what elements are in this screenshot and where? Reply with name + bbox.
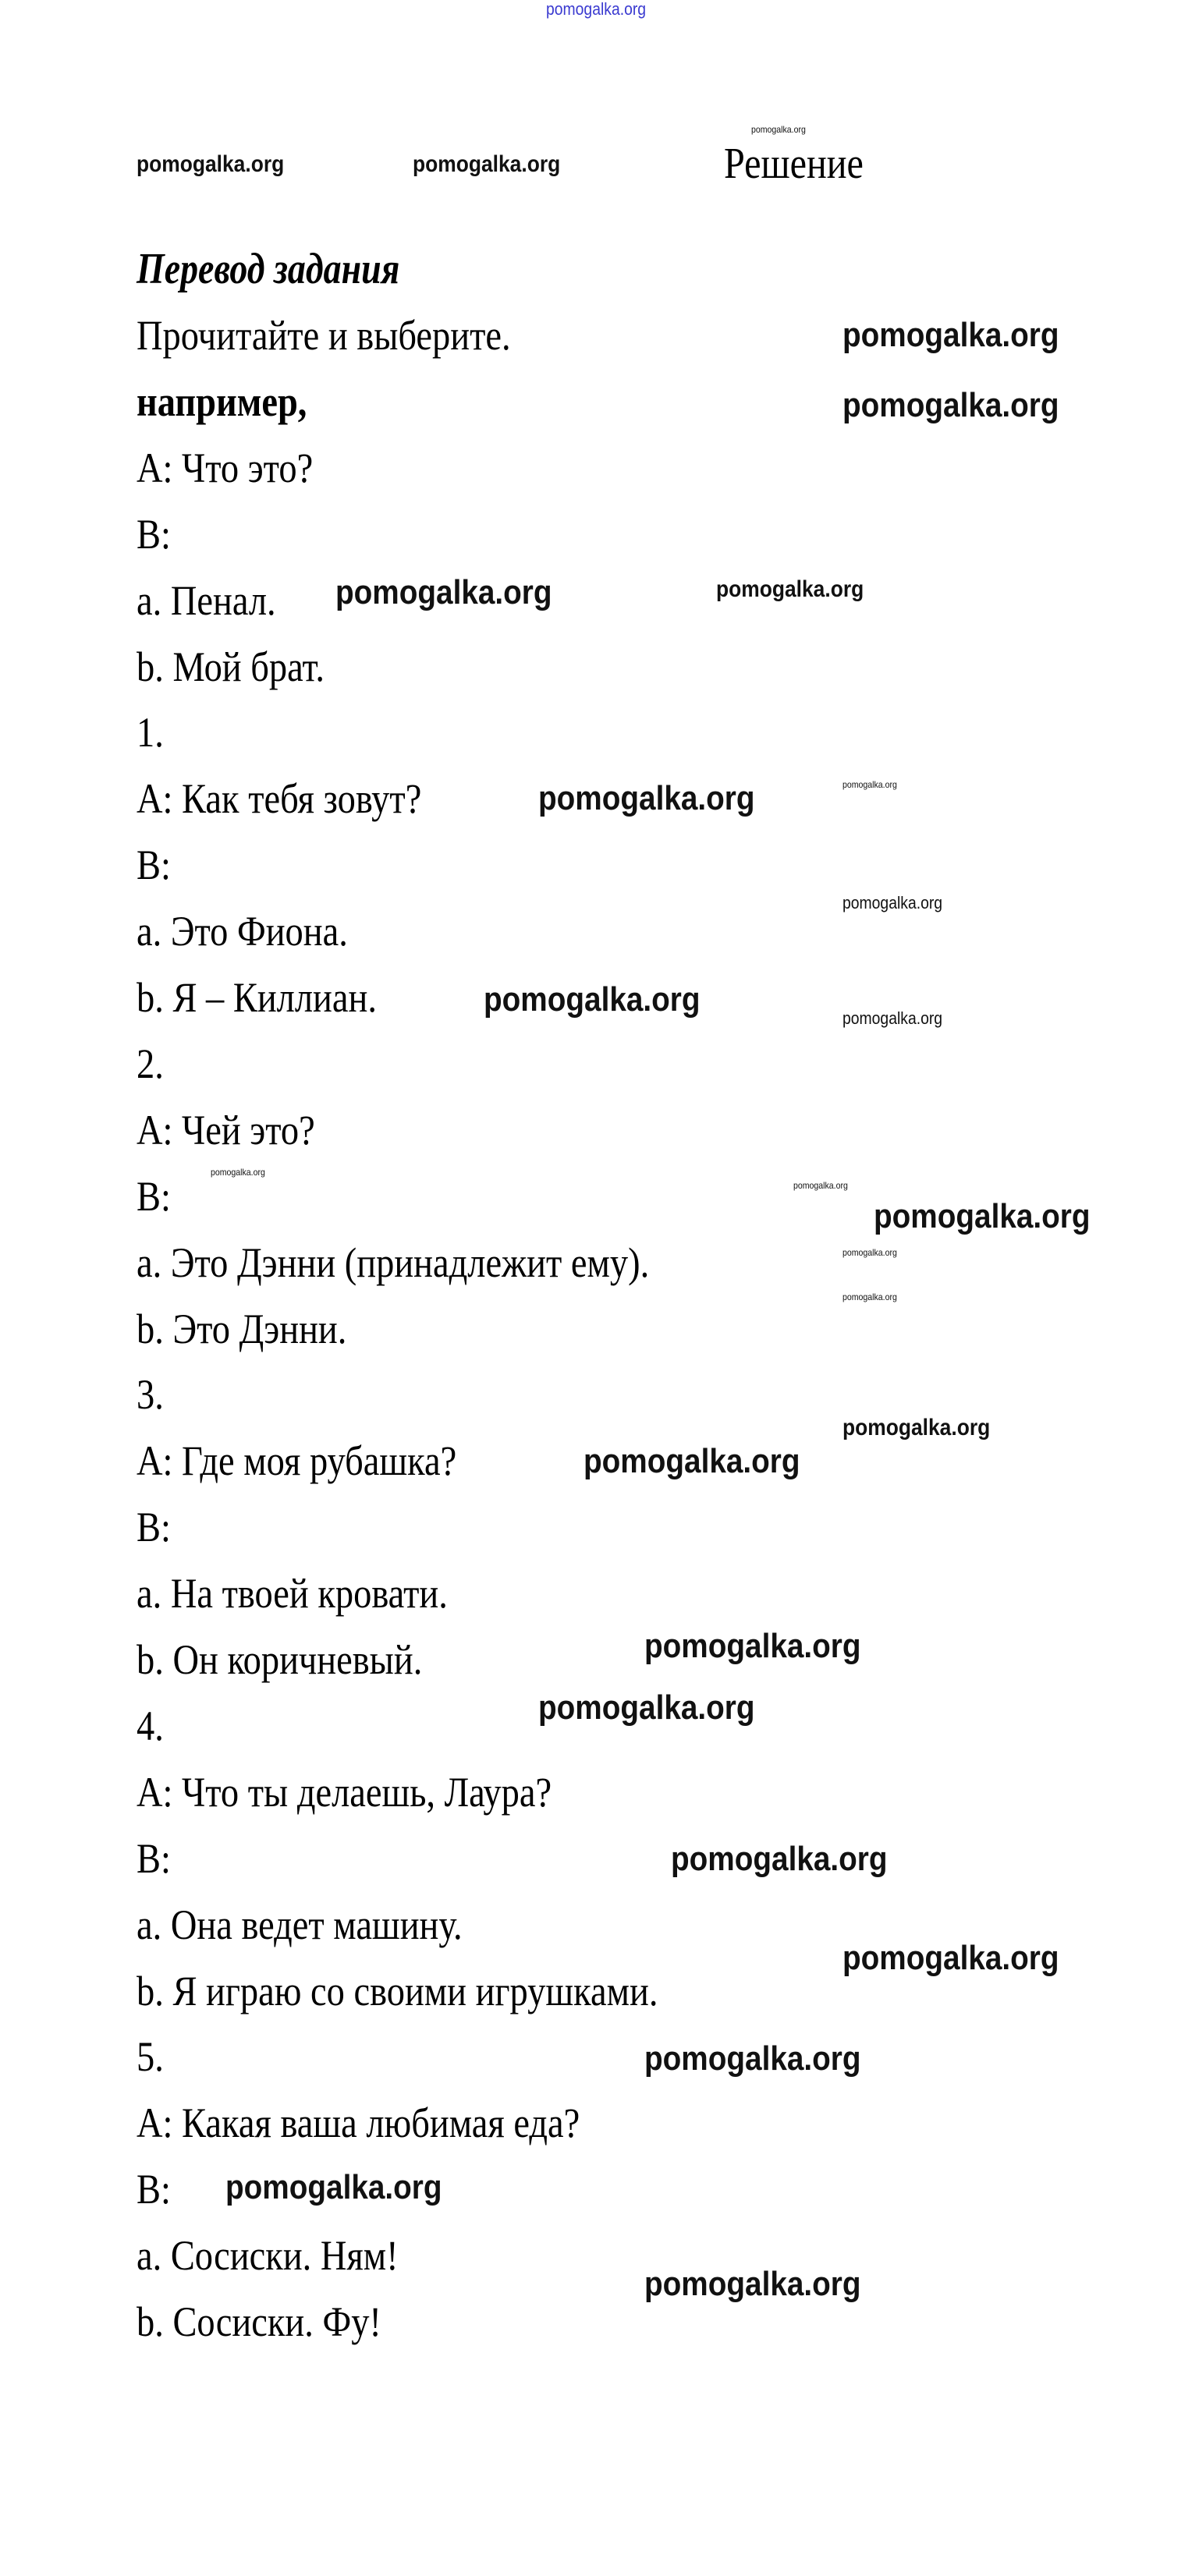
text-line: b. Я играю со своими игрушками. (137, 1967, 658, 2014)
text-line: b. Я – Киллиан. (137, 974, 377, 1021)
watermark: pomogalka.org (538, 779, 755, 817)
text-line: a. Сосиски. Ням! (137, 2232, 399, 2280)
watermark: pomogalka.org (716, 576, 864, 602)
text-line: a. Это Фиона. (137, 908, 348, 955)
watermark: pomogalka.org (842, 1292, 897, 1302)
text-line: b. Сосиски. Фу! (137, 2298, 381, 2345)
text-line: A: Что это? (137, 444, 314, 491)
text-line: 1. (137, 709, 164, 757)
text-line: Прочитайте и выберите. (137, 312, 511, 359)
text-line: a. На твоей кровати. (137, 1570, 448, 1618)
watermark: pomogalka.org (644, 2265, 861, 2303)
watermark: pomogalka.org (842, 1415, 991, 1440)
text-line: 5. (137, 2033, 164, 2081)
section-title: Перевод задания (137, 245, 400, 293)
text-line: B: (137, 510, 171, 558)
text-line: b. Мой брат. (137, 643, 325, 690)
text-line: 4. (137, 1702, 164, 1749)
watermark: pomogalka.org (842, 893, 943, 912)
text-line: b. Он коричневый. (137, 1636, 423, 1683)
watermark: pomogalka.org (842, 1247, 897, 1258)
watermark: pomogalka.org (644, 1627, 861, 1665)
watermark: pomogalka.org (793, 1180, 848, 1191)
watermark: pomogalka.org (211, 1167, 265, 1178)
text-line: a. Пенал. (137, 576, 276, 624)
watermark: pomogalka.org (484, 980, 701, 1019)
text-line: b. Это Дэнни. (137, 1305, 347, 1352)
watermark: pomogalka.org (874, 1197, 1091, 1235)
watermark: pomogalka.org (644, 2039, 861, 2078)
text-line: 3. (137, 1371, 164, 1419)
text-line: a. Это Дэнни (принадлежит ему). (137, 1238, 650, 1286)
watermark: pomogalka.org (842, 386, 1059, 424)
text-line: A: Где моя рубашка? (137, 1437, 457, 1485)
text-line: например, (137, 377, 307, 425)
watermark: pomogalka.org (225, 2168, 442, 2206)
text-line: A: Чей это? (137, 1106, 315, 1153)
watermark: pomogalka.org (842, 1939, 1059, 1977)
watermark: pomogalka.org (842, 1008, 943, 1028)
text-line: a. Она ведет машину. (137, 1901, 463, 1948)
watermark: pomogalka.org (413, 151, 561, 177)
watermark-top: pomogalka.org (546, 0, 647, 19)
text-line: A: Какая ваша любимая еда? (137, 2099, 580, 2147)
watermark: pomogalka.org (335, 573, 552, 611)
watermark: pomogalka.org (842, 779, 897, 790)
text-line: A: Что ты делаешь, Лаура? (137, 1768, 552, 1816)
text-line: B: (137, 1504, 171, 1551)
watermark: pomogalka.org (538, 1688, 755, 1727)
text-line: B: (137, 2166, 171, 2213)
text-line: 2. (137, 1040, 164, 1087)
text-line: B: (137, 1834, 171, 1882)
page-heading: Решение (724, 140, 864, 188)
text-line: B: (137, 1172, 171, 1220)
text-line: B: (137, 842, 171, 889)
watermark: pomogalka.org (751, 124, 806, 135)
text-line: A: Как тебя зовут? (137, 775, 422, 823)
watermark: pomogalka.org (137, 151, 285, 177)
watermark: pomogalka.org (584, 1442, 800, 1480)
watermark: pomogalka.org (842, 316, 1059, 354)
watermark: pomogalka.org (671, 1840, 888, 1878)
